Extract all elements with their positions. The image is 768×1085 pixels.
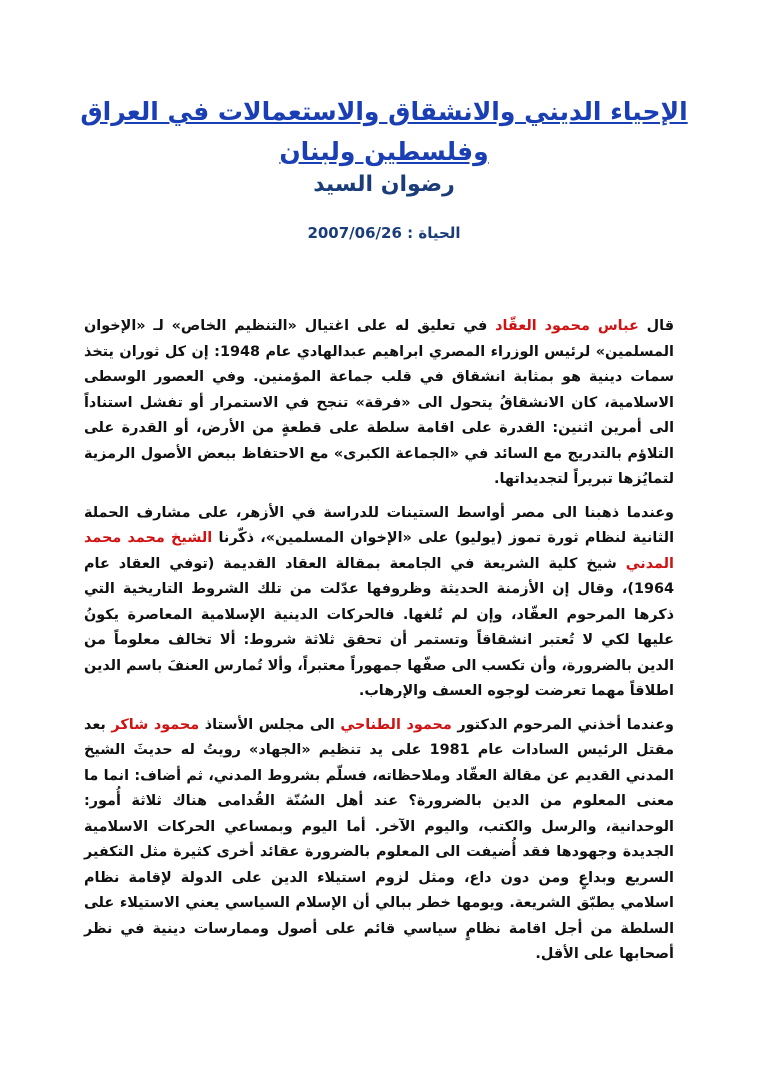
highlighted-name: محمود شاكر xyxy=(111,716,200,733)
paragraph-2 xyxy=(84,501,674,705)
article-author: رضوان السيد xyxy=(313,172,455,197)
paragraph-3 xyxy=(84,713,674,968)
highlighted-name: محمود الطناحي xyxy=(340,716,452,733)
paragraph-text: في تعليق له على اغتيال «التنظيم الخاص» لـ «الإخوان المسلمين» لرئيس الوزراء المصري ابراهيم عبدالهادي عام 1948: إن كل ثوران يتخذ سمات دينية هو بمثابة انشقاق في قلب جماعة المؤمنين. وفي العصور الوسطى الاسلامية، كان الانشقاقُ يتحول الى «فرقة» تنجح في الاستمرار أو تفشل استناداً الى أمرين اثنين: القدرة على اقامة سلطة على قطعةٍ من الأرض، أو القدرة على التلاؤم بالتدريج مع السائد في «الجماعة الكبرى» مع الاحتفاظ ببعض الأصول الرمزية لتمايُزها تبريراً لتجديداتها. xyxy=(84,318,674,487)
article-body xyxy=(84,314,674,976)
paragraph-text: بعد مقتل الرئيس السادات عام 1981 على يد تنظيم «الجهاد» رويتُ له حديثَ الشيخ المدني القديم عن مقالة العقّاد وملاحظاته، فسلّم بشروط المدني، ثم أضاف: انما ما معنى المعلوم من الدين بالضرورة؟ عند أهل السُنّة القُدامى هناك ثلاثة أُمور: الوحدانية، والرسل والكتب، واليوم الآخر. أما اليوم وبمساعي الحركات الاسلامية الجديدة وجهودها فقد أُضيفت الى المعلوم بالضرورة عقائد أخرى كثيرة مثل التكفير السريع وبداعٍ ومن دون داع، ومثل لزوم استيلاء الدين على الدولة لإقامة نظام اسلامي يطبّق الشريعة. ويومها خطر ببالي أن الإسلام السياسي يعني الاستيلاء على السلطة من أجل اقامة نظامٍ سياسي قائم على أصول وممارسات دينية في نظر أصحابها على الأقل. xyxy=(84,716,674,962)
paragraph-1 xyxy=(84,314,674,493)
paragraph-text: وعندما ذهبنا الى مصر أواسط الستينات للدراسة في الأزهر، على مشارف الحملة الثانية لنظام ثورة تموز (يوليو) على «الإخوان المسلمين»، ذكّرنا xyxy=(84,504,675,546)
dateline xyxy=(0,224,768,242)
paragraph-text: الى مجلس الأستاذ xyxy=(199,716,341,733)
source-label: الحياة : xyxy=(407,224,461,242)
paragraph-text: قال xyxy=(638,318,674,334)
highlighted-name: عباس محمود العقّاد xyxy=(495,318,639,334)
paragraph-text: شيخ كلية الشريعة في الجامعة بمقالة العقاد القديمة (توفي العقاد عام 1964)، وقال إن الأزمنة الحديثة وظروفها عدّلت من تلك الشروط التاريخية التي ذكرها المرحوم العقّاد، وإن لم تُلغها. فالحركات الدينية الإسلامية المعاصرة يكونُ عليها لكي لا تُعتبر انشقاقاً وتستمر أن تحقق ثلاثة شروط: ألا تخالف معلوماً من الدين بالضرورة، وأن تكسب الى صفّها جمهوراً معتبراً، وألا تُمارس العنفَ باسم الدين اطلاقاً مهما تعرضت لوجوه العسف والإرهاب. xyxy=(84,555,674,699)
publish-date: 2007/06/26 xyxy=(307,224,402,242)
article-title: الإحياء الديني والانشقاق والاستعمالات في العراق وفلسطين ولبنان xyxy=(80,97,688,166)
paragraph-text: وعندما أخذني المرحوم الدكتور xyxy=(451,716,674,733)
highlighted-name: الشيخ محمد محمد المدني xyxy=(84,530,674,572)
